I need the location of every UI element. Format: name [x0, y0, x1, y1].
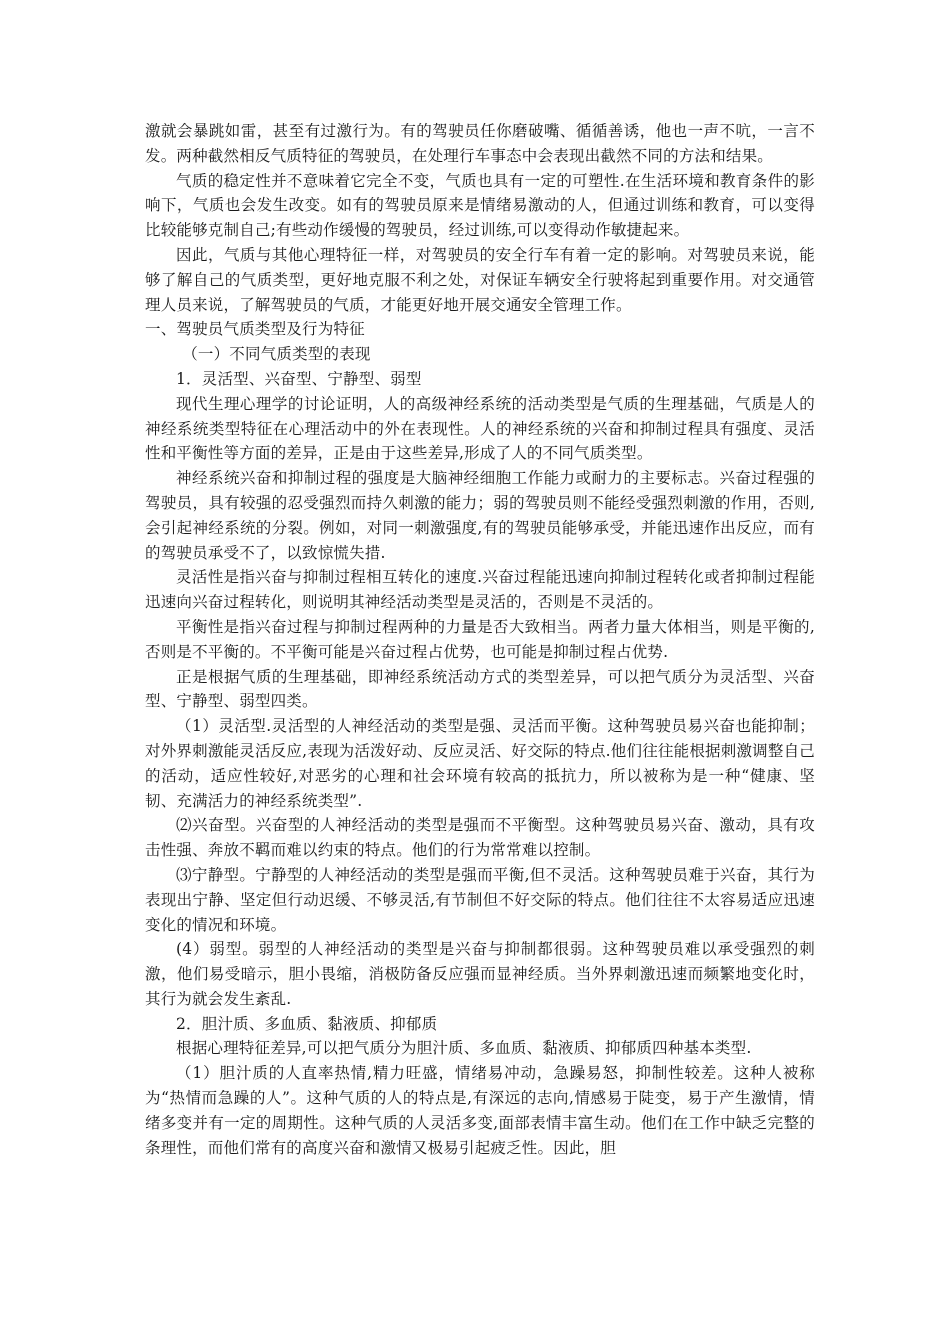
paragraph-temperament-plasticity: 气质的稳定性并不意味着它完全不变，气质也具有一定的可塑性.在生活环境和教育条件的影响下，气质也会发生改变。如有的驾驶员原来是情绪易激动的人，但通过训练和教育，可以变得比较能够克制自己;有些动作缓慢的驾驶员，经过训练,可以变得动作敏捷起来。 [145, 171, 815, 240]
paragraph-four-types: 正是根据气质的生理基础，即神经系统活动方式的类型差异，可以把气质分为灵活型、兴奋型、宁静型、弱型四类。 [145, 667, 815, 711]
paragraph-balance: 平衡性是指兴奋过程与抑制过程两种的力量是否大致相当。两者力量大体相当，则是平衡的,否则是不平衡的。不平衡可能是兴奋过程占优势，也可能是抑制过程占优势. [145, 617, 815, 661]
paragraph-strength: 神经系统兴奋和抑制过程的强度是大脑神经细胞工作能力或耐力的主要标志。兴奋过程强的驾驶员，具有较强的忍受强烈而持久刺激的能力；弱的驾驶员则不能经受强烈刺激的作用，否则,会引起神经系统的分裂。例如，对同一刺激强度,有的驾驶员能够承受，并能迅速作出反应，而有的驾驶员承受不了，以致惊慌失措. [145, 469, 815, 562]
subsubsection-heading-1: 1．灵活型、兴奋型、宁静型、弱型 [176, 369, 422, 388]
paragraph-type-excitable: ⑵兴奋型。兴奋型的人神经活动的类型是强而不平衡型。这种驾驶员易兴奋、激动，具有攻击性强、奔放不羁而难以约束的特点。他们的行为常常难以控制。 [145, 816, 815, 860]
paragraph-flexibility: 灵活性是指兴奋与抑制过程相互转化的速度.兴奋过程能迅速向抑制过程转化或者抑制过程能迅速向兴奋过程转化，则说明其神经活动类型是灵活的，否则是不灵活的。 [145, 568, 815, 612]
paragraph-four-humors: 根据心理特征差异,可以把气质分为胆汁质、多血质、黏液质、抑郁质四种基本类型. [176, 1039, 752, 1058]
paragraph-temperament-influence: 因此，气质与其他心理特征一样，对驾驶员的安全行车有着一定的影响。对驾驶员来说，能够了解自己的气质类型，更好地克服不利之处，对保证车辆安全行驶将起到重要作用。对交通管理人员来说，了解驾驶员的气质，才能更好地开展交通安全管理工作。 [145, 245, 815, 314]
paragraph-continuation: 激就会暴跳如雷，甚至有过激行为。有的驾驶员任你磨破嘴、循循善诱，他也一声不吭，一言不发。两种截然相反气质特征的驾驶员，在处理行车事态中会表现出截然不同的方法和结果。 [145, 122, 815, 165]
document-page [145, 119, 815, 1160]
subsection-heading-1: （一）不同气质类型的表现 [182, 345, 371, 364]
paragraph-physiological-basis: 现代生理心理学的讨论证明，人的高级神经系统的活动类型是气质的生理基础，气质是人的神经系统类型特征在心理活动中的外在表现性。人的神经系统的兴奋和抑制过程具有强度、灵活性和平衡性等方面的差异，正是由于这些差异,形成了人的不同气质类型。 [145, 394, 815, 463]
subsubsection-heading-2: 2．胆汁质、多血质、黏液质、抑郁质 [176, 1014, 438, 1033]
paragraph-type-weak: (4）弱型。弱型的人神经活动的类型是兴奋与抑制都很弱。这种驾驶员难以承受强烈的刺激，他们易受暗示，胆小畏缩，消极防备反应强而显神经质。当外界刺激迅速而频繁地变化时，其行为就会发生紊乱. [145, 940, 815, 1008]
paragraph-choleric: （1）胆汁质的人直率热情,精力旺盛，情绪易冲动，急躁易怒，抑制性较差。这种人被称为“热情而急躁的人”。这种气质的人的特点是,有深远的志向,情感易于陡变，易于产生激情，情绪多变并有一定的周期性。这种气质的人灵活多变,面部表情丰富生动。他们在工作中缺乏完整的条理性，而他们常有的高度兴奋和激情又极易引起疲乏性。因此，胆 [145, 1064, 815, 1157]
section-heading-1: 一、驾驶员气质类型及行为特征 [145, 320, 365, 339]
paragraph-type-calm: ⑶宁静型。宁静型的人神经活动的类型是强而平衡,但不灵活。这种驾驶员难于兴奋，其行为表现出宁静、坚定但行动迟缓、不够灵活,有节制但不好交际的特点。他们往往不太容易适应迅速变化的情况和环境。 [145, 865, 815, 934]
paragraph-type-flexible: （1）灵活型.灵活型的人神经活动的类型是强、灵活而平衡。这种驾驶员易兴奋也能抑制；对外界刺激能灵活反应,表现为活泼好动、反应灵活、好交际的特点.他们往往能根据刺激调整自己的活动，适应性较好,对恶劣的心理和社会环境有较高的抵抗力，所以被称为是一种“健康、坚韧、充满活力的神经系统类型”. [145, 717, 815, 810]
